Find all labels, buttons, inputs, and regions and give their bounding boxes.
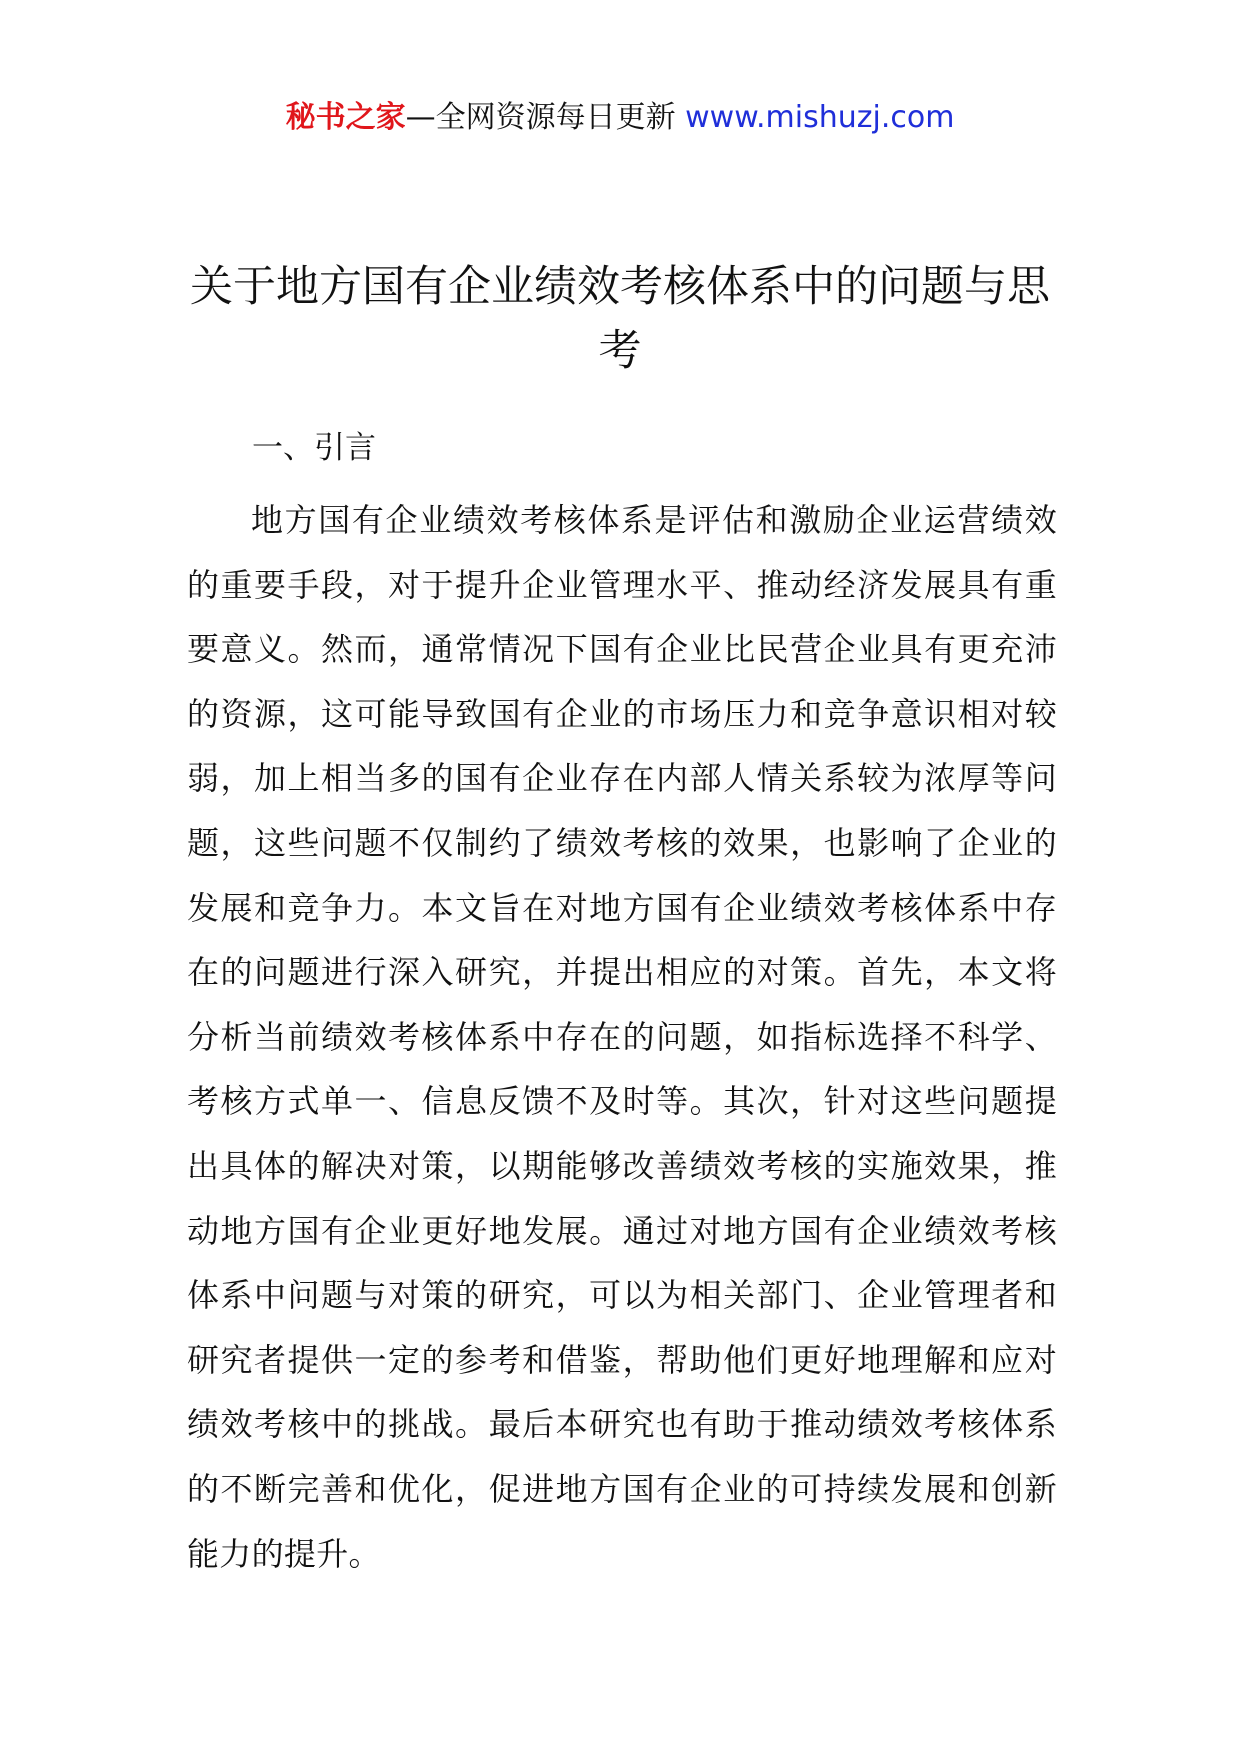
header-tagline: —全网资源每日更新 — [405, 100, 676, 135]
section-heading: 一、引言 — [252, 430, 376, 466]
brand-name: 秘书之家 — [285, 100, 406, 135]
document-title: 关于地方国有企业绩效考核体系中的问题与思考 — [190, 261, 1050, 376]
body-paragraph: 地方国有企业绩效考核体系是评估和激励企业运营绩效的重要手段，对于提升企业管理水平、推动经济发展具有重要意义。然而，通常情况下国有企业比民营企业具有更充沛的资源，这可能导致国有企业的市场压力和竞争意识相对较弱，加上相当多的国有企业存在内部人情关系较为浓厚等问题，这些问题不仅制约了绩效考核的效果，也影响了企业的发展和竞争力。本文旨在对地方国有企业绩效考核体系中存在的问题进行深入研究，并提出相应的对策。首先，本文将分析当前绩效考核体系中存在的问题，如指标选择不科学、考核方式单一、信息反馈不及时等。其次，针对这些问题提出具体的解决对策，以期能够改善绩效考核的实施效果，推动地方国有企业更好地发展。通过对地方国有企业绩效考核体系中问题与对策的研究，可以为相关部门、企业管理者和研究者提供一定的参考和借鉴，帮助他们更好地理解和应对绩效考核中的挑战。最后本研究也有助于推动绩效考核体系的不断完善和优化，促进地方国有企业的可持续发展和创新能力的提升。 — [187, 501, 1057, 1573]
site-header — [0, 98, 1240, 138]
site-url-link[interactable]: www.mishuzj.com — [685, 100, 955, 135]
